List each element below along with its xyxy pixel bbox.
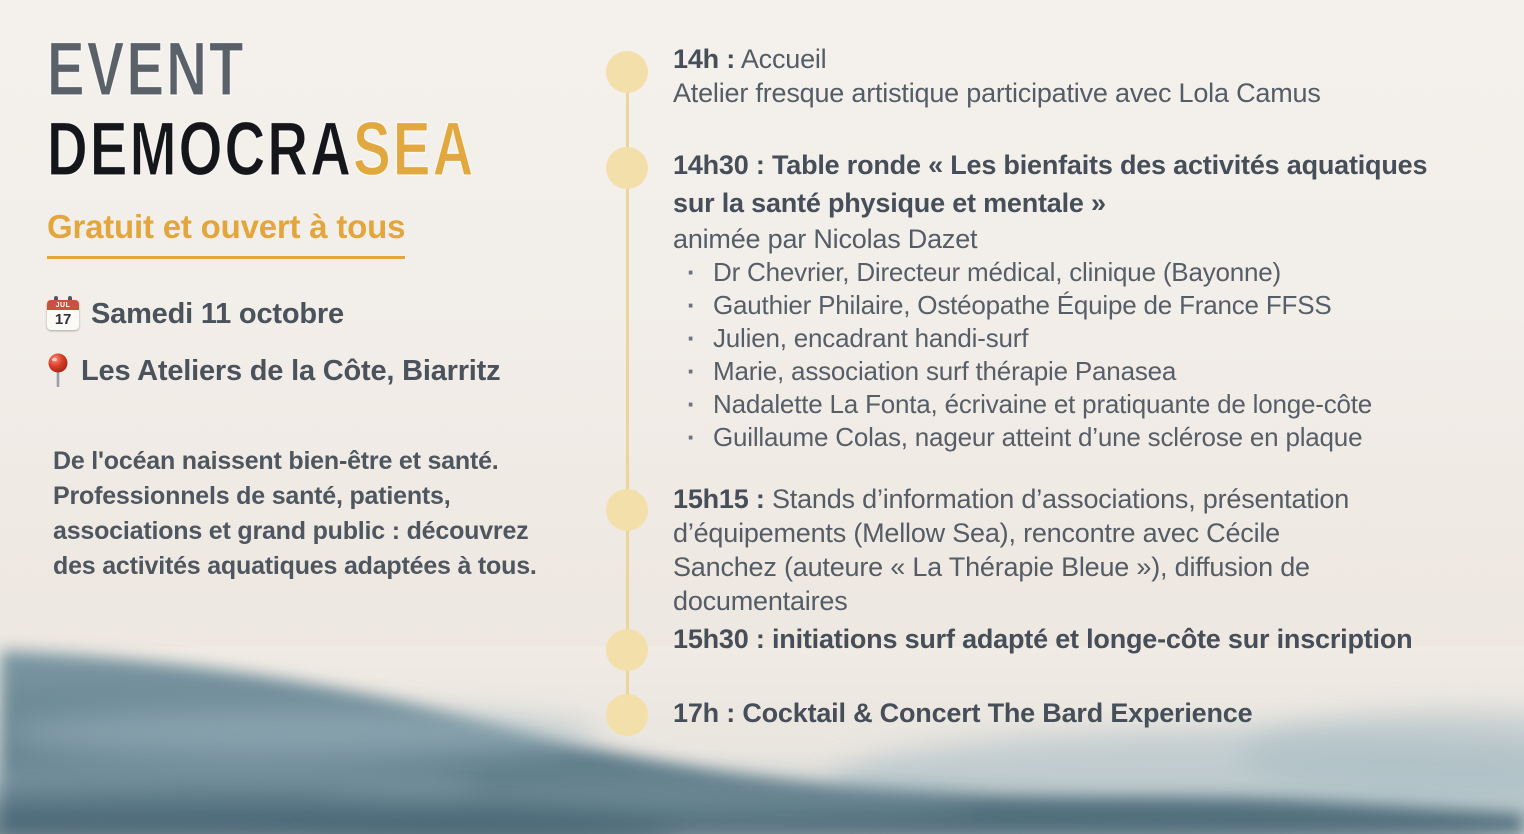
intro-line: associations et grand public : découvrez [53,517,529,545]
location-row [47,352,500,390]
schedule-item-15h30 [673,622,1524,656]
schedule-item-17h [673,696,1524,730]
intro-line: De l'océan naissent bien-être et santé. [53,447,499,475]
speaker-item: · Nadalette La Fonta, écrivaine et pratiquante de longe-côte [673,388,1473,421]
time-label: 17h : [673,698,736,728]
item-headline: Stands d’information d’associations, présentation d’équipements (Mellow Sea), rencontre avec Cécile Sanchez (auteure « La Thérapie Bleue »), diffusion de documentaires [673,484,1350,616]
speakers-list [673,256,1473,454]
timeline-dot-15h15 [606,489,648,531]
intro-paragraph [53,444,537,584]
time-label: 15h30 : [673,624,765,654]
timeline-dot-15h30 [606,629,648,671]
speaker-item: · Guillaume Colas, nageur atteint d’une sclérose en plaque [673,421,1473,454]
title-sea: SEA [353,107,476,192]
calendar-icon [47,296,79,332]
item-headline: initiations surf adapté et longe-côte sur inscription [771,624,1413,654]
date-row [47,296,344,332]
event-date: Samedi 11 octobre [91,297,344,330]
timeline-dot-14h [606,51,648,93]
event-location: Les Ateliers de la Côte, Biarritz [81,354,501,387]
calendar-month: JUL [47,300,79,310]
item-headline: Cocktail & Concert The Bard Experience [742,698,1253,728]
time-label: 14h30 : [673,150,765,180]
ocean-wave-photo [0,634,1524,834]
intro-line: Professionnels de santé, patients, [53,482,451,510]
speaker-item: · Julien, encadrant handi-surf [673,322,1473,355]
title-democra: DEMOCRA [47,107,354,192]
timeline-dot-17h [606,694,648,736]
calendar-day: 17 [54,311,72,328]
speaker-item: · Marie, association surf thérapie Panasea [673,355,1473,388]
schedule-item-14h [673,42,1524,110]
speaker-item: · Dr Chevrier, Directeur médical, clinique (Bayonne) [673,256,1473,289]
time-label: 15h15 : [673,484,765,514]
item-sub: Atelier fresque artistique participative avec Lola Camus [673,78,1321,108]
item-headline: Accueil [740,44,827,74]
event-title-line2 [47,107,476,192]
item-sub: animée par Nicolas Dazet [673,224,978,254]
timeline-dot-14h30 [606,147,648,189]
map-pin-icon [47,352,69,390]
intro-line: des activités aquatiques adaptées à tous. [53,552,537,580]
schedule-item-14h30 [673,146,1473,454]
event-title-line1: EVENT [47,27,246,112]
calendar-body [47,300,79,330]
time-label: 14h : [673,44,736,74]
schedule-item-15h15 [673,482,1373,618]
tagline-free-open: Gratuit et ouvert à tous [47,208,405,259]
speaker-item: · Gauthier Philaire, Ostéopathe Équipe de France FFSS [673,289,1473,322]
item-headline: Table ronde « Les bienfaits des activités aquatiques sur la santé physique et mentale » [673,150,1428,218]
